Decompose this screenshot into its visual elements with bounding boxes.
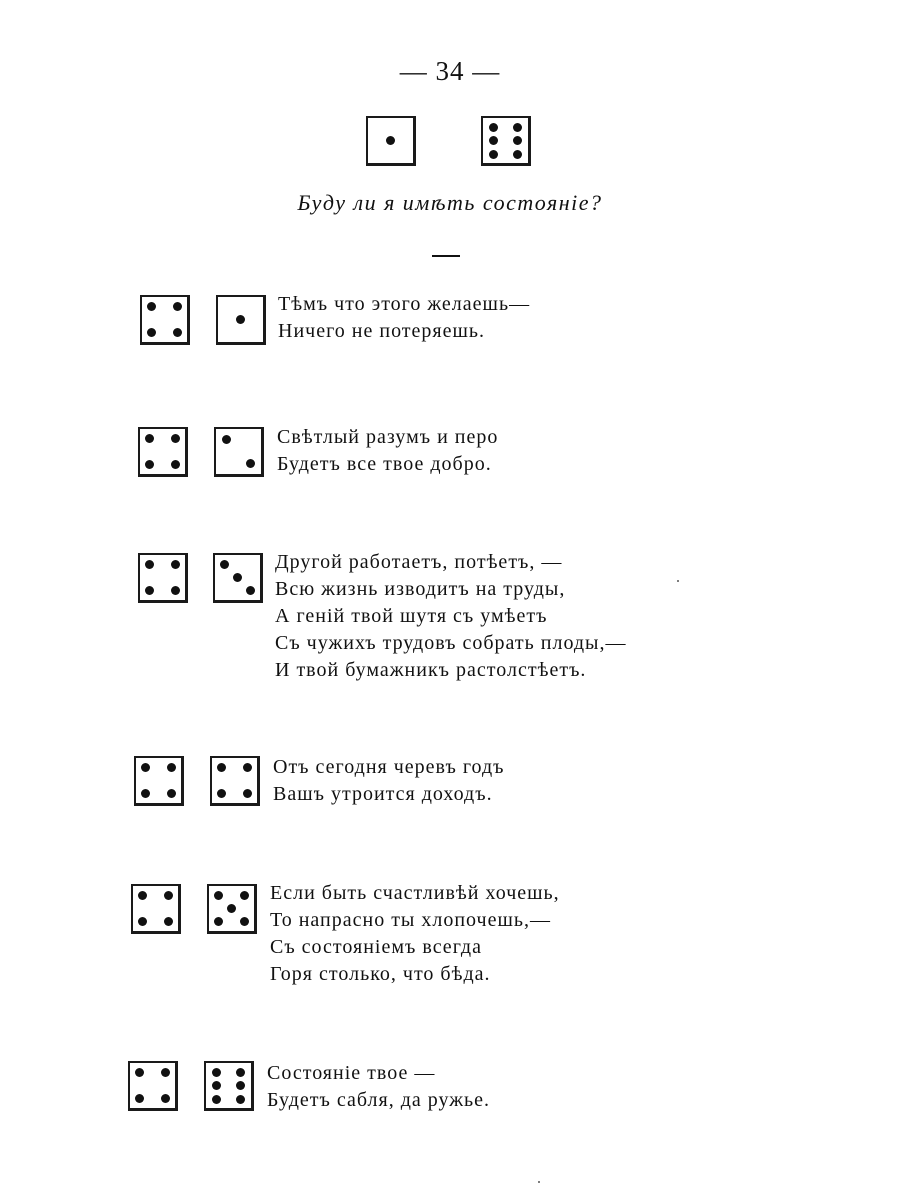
die-pip bbox=[164, 891, 173, 900]
die-pip bbox=[135, 1094, 144, 1103]
verse-line: И твой бумажникъ растолстѣетъ. bbox=[275, 659, 587, 681]
die-pip bbox=[236, 1095, 245, 1104]
answer-1-die-1 bbox=[140, 295, 190, 345]
die-pip bbox=[243, 789, 252, 798]
die-pip bbox=[212, 1081, 221, 1090]
die-pip bbox=[171, 560, 180, 569]
die-pip bbox=[489, 136, 498, 145]
die-pip bbox=[171, 460, 180, 469]
die-pip bbox=[513, 123, 522, 132]
die-pip bbox=[214, 917, 223, 926]
answer-4-die-2 bbox=[210, 756, 260, 806]
verse-line: Другой работаетъ, потѣетъ, — bbox=[275, 551, 563, 573]
die-pip bbox=[145, 460, 154, 469]
die-pip bbox=[141, 789, 150, 798]
answer-6-die-1 bbox=[128, 1061, 178, 1111]
answer-3-die-1 bbox=[138, 553, 188, 603]
verse-line: Вашъ утроится доходъ. bbox=[273, 783, 493, 805]
verse-line: Съ состояніемъ всегда bbox=[270, 936, 482, 958]
verse-line: Если быть счастливѣй хочешь, bbox=[270, 882, 560, 904]
answer-6-die-2 bbox=[204, 1061, 254, 1111]
answer-5-die-1 bbox=[131, 884, 181, 934]
die-pip bbox=[171, 434, 180, 443]
die-pip bbox=[145, 560, 154, 569]
die-pip bbox=[161, 1068, 170, 1077]
verse-line: А геній твой шутя съ умѣетъ bbox=[275, 605, 548, 627]
die-pip bbox=[138, 917, 147, 926]
die-pip bbox=[386, 136, 395, 145]
die-pip bbox=[138, 891, 147, 900]
die-pip bbox=[246, 459, 255, 468]
verse-line: То напрасно ты хлопочешь,— bbox=[270, 909, 551, 931]
die-pip bbox=[171, 586, 180, 595]
die-pip bbox=[145, 586, 154, 595]
die-pip bbox=[214, 891, 223, 900]
die-pip bbox=[212, 1068, 221, 1077]
verse-line: Будетъ все твое добро. bbox=[277, 453, 492, 475]
verse-line: Будетъ сабля, да ружье. bbox=[267, 1089, 491, 1111]
die-pip bbox=[141, 763, 150, 772]
verse-line: Всю жизнь изводитъ на труды, bbox=[275, 578, 566, 600]
die-pip bbox=[167, 789, 176, 798]
die-pip bbox=[161, 1094, 170, 1103]
die-pip bbox=[212, 1095, 221, 1104]
verse-line: Состояніе твое — bbox=[267, 1062, 436, 1084]
verse-line: Отъ сегодня черевъ годъ bbox=[273, 756, 505, 778]
die-pip bbox=[227, 904, 236, 913]
die-pip bbox=[217, 763, 226, 772]
die-pip bbox=[240, 917, 249, 926]
answer-1-verse bbox=[278, 291, 530, 345]
die-pip bbox=[173, 328, 182, 337]
die-pip bbox=[236, 1068, 245, 1077]
answer-1-die-2 bbox=[216, 295, 266, 345]
die-pip bbox=[489, 150, 498, 159]
die-pip bbox=[222, 435, 231, 444]
answer-4-die-1 bbox=[134, 756, 184, 806]
die-pip bbox=[167, 763, 176, 772]
verse-line: Ничего не потеряешь. bbox=[278, 320, 486, 342]
answer-4-verse bbox=[273, 754, 504, 808]
title-rule bbox=[432, 255, 460, 257]
question-die-1 bbox=[366, 116, 416, 166]
die-pip bbox=[240, 891, 249, 900]
die-pip bbox=[246, 586, 255, 595]
verse-line: Съ чужихъ трудовъ собрать плоды,— bbox=[275, 632, 627, 654]
die-pip bbox=[173, 302, 182, 311]
page-number: — 34 — bbox=[399, 56, 501, 86]
question-die-2 bbox=[481, 116, 531, 166]
verse-line: Тѣмъ что этого желаешь— bbox=[278, 293, 531, 315]
die-pip bbox=[243, 763, 252, 772]
answer-5-die-2 bbox=[207, 884, 257, 934]
die-pip bbox=[489, 123, 498, 132]
die-pip bbox=[513, 136, 522, 145]
paper-speck bbox=[677, 580, 679, 582]
die-pip bbox=[217, 789, 226, 798]
answer-2-die-2 bbox=[214, 427, 264, 477]
answer-2-die-1 bbox=[138, 427, 188, 477]
paper-speck bbox=[538, 1181, 540, 1183]
verse-line: Свѣтлый разумъ и перо bbox=[277, 426, 499, 448]
die-pip bbox=[147, 302, 156, 311]
die-pip bbox=[145, 434, 154, 443]
verse-line: Горя столько, что бѣда. bbox=[270, 963, 491, 985]
answer-3-die-2 bbox=[213, 553, 263, 603]
die-pip bbox=[236, 315, 245, 324]
die-pip bbox=[135, 1068, 144, 1077]
die-pip bbox=[147, 328, 156, 337]
answer-6-verse bbox=[267, 1060, 490, 1114]
answer-2-verse bbox=[277, 424, 498, 478]
die-pip bbox=[220, 560, 229, 569]
die-pip bbox=[164, 917, 173, 926]
question-title: Буду ли я имѣть состояніе? bbox=[297, 190, 603, 215]
answer-5-verse bbox=[270, 880, 560, 988]
answer-3-verse bbox=[275, 549, 627, 684]
die-pip bbox=[236, 1081, 245, 1090]
die-pip bbox=[513, 150, 522, 159]
die-pip bbox=[233, 573, 242, 582]
